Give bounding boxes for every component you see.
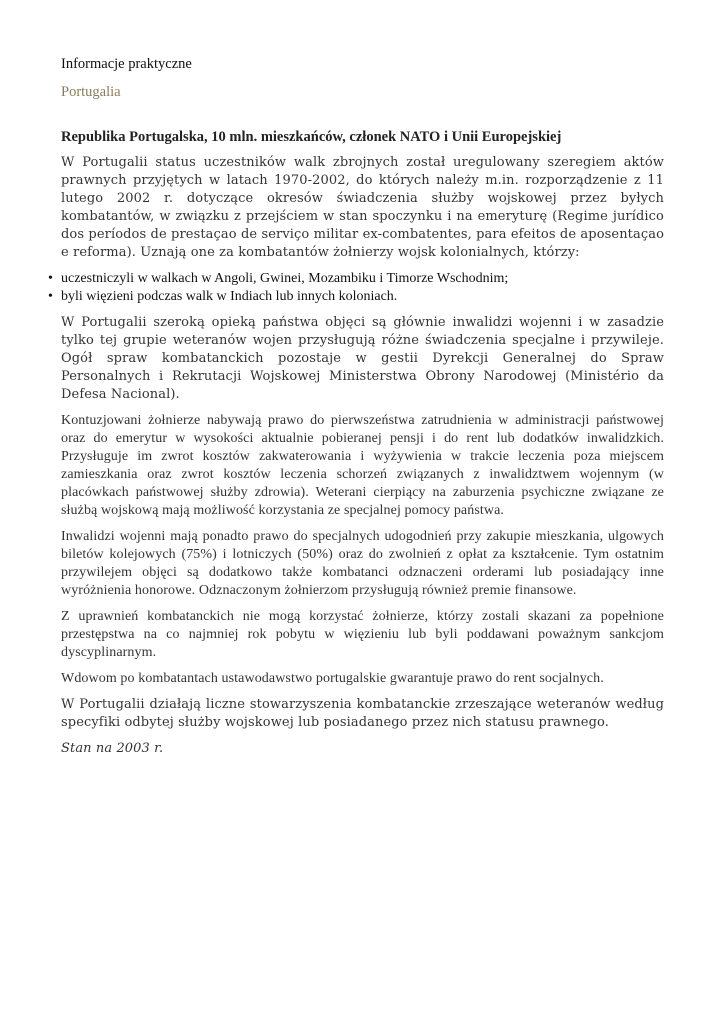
paragraph-care: W Portugalii szeroką opieką państwa objęci są głównie inwalidzi wojenni i w zasadzie tylko tej grupie weteranów wojen przysługują różne świadczenia specjalne i przywileje. Ogół spraw kombatanckich pozostaje w gestii Dyrekcji Generalnej do Spraw Personalnych i Rekrutacji Wojskowej Ministerstwa Obrony Narodowej (Ministério da Defesa Nacional).: [61, 315, 664, 402]
list-item: [48, 288, 664, 306]
combatant-criteria-list: [48, 270, 664, 306]
intro-paragraph: W Portugalii status uczestników walk zbrojnych został uregulowany szeregiem aktów prawnych przyjętych w latach 1970-2002, do których należy m.in. rozporządzenie z 11 lutego 2002 r. dotyczące okresów świadczenia służby wojskowej przez byłych kombatantów, w związku z przejściem w stan spoczynku i na emeryturę (Regime jurídico dos períodos de prestaçao de serviço militar ex-combatentes, para efeitos de aposentaçao e reforma). Uznają one za kombatantów żołnierzy wojsk kolonialnych, którzy:: [61, 155, 664, 260]
list-item: [48, 270, 664, 288]
list-item-text: uczestniczyli w walkach w Angoli, Gwinei, Mozambiku i Timorze Wschodnim;: [61, 271, 509, 286]
bullet-icon: •: [48, 271, 53, 286]
country-subtitle: Portugalia: [61, 84, 121, 100]
document-page: [48, 54, 664, 766]
paragraph-widows: Wdowom po kombatantach ustawodawstwo portugalskie gwarantuje prawo do rent socjalnych.: [61, 671, 604, 686]
article-heading: Republika Portugalska, 10 mln. mieszkańców, członek NATO i Unii Europejskiej: [61, 129, 562, 145]
date-note: Stan na 2003 r.: [61, 741, 164, 756]
bullet-icon: •: [48, 289, 53, 304]
paragraph-associations: W Portugalii działają liczne stowarzyszenia kombatanckie zrzeszające weteranów według specyfiki odbytej służby wojskowej lub posiadanego przez nich statusu prawnego.: [61, 697, 664, 730]
paragraph-benefits: Kontuzjowani żołnierze nabywają prawo do pierwszeństwa zatrudnienia w administracji państwowej oraz do emerytur w wysokości aktualnie pobieranej pensji i do rent lub dodatków inwalidzkich. Przysługuje im zwrot kosztów zakwaterowania i wyżywienia w trakcie leczenia poza miejscem zamieszkania oraz zwrot kosztów leczenia schorzeń związanych z inwalidztwem wojennym (w placówkach państwowej służby zdrowia). Weterani cierpiący na zaburzenia psychiczne związane ze służbą wojskową mają możliwość korzystania ze specjalnej pomocy państwa.: [61, 413, 664, 518]
paragraph-exclusions: Z uprawnień kombatanckich nie mogą korzystać żołnierze, którzy zostali skazani za popełnione przestępstwa na co najmniej rok pobytu w więzieniu lub byli poddawani poważnym sankcjom dyscyplinarnym.: [61, 609, 664, 660]
list-item-text: byli więzieni podczas walk w Indiach lub innych koloniach.: [61, 289, 398, 304]
paragraph-discounts: Inwalidzi wojenni mają ponadto prawo do specjalnych udogodnień przy zakupie mieszkania, ulgowych biletów kolejowych (75%) i lotniczych (50%) oraz do zwolnień z opłat za kształcenie. Tym ostatnim przywilejem objęci są dodatkowo także kombatanci odznaczeni orderami lub posiadający inne wyróżnienia honorowe. Odznaczonym żołnierzom przysługują również premie finansowe.: [61, 529, 664, 598]
section-title: Informacje praktyczne: [61, 56, 192, 72]
